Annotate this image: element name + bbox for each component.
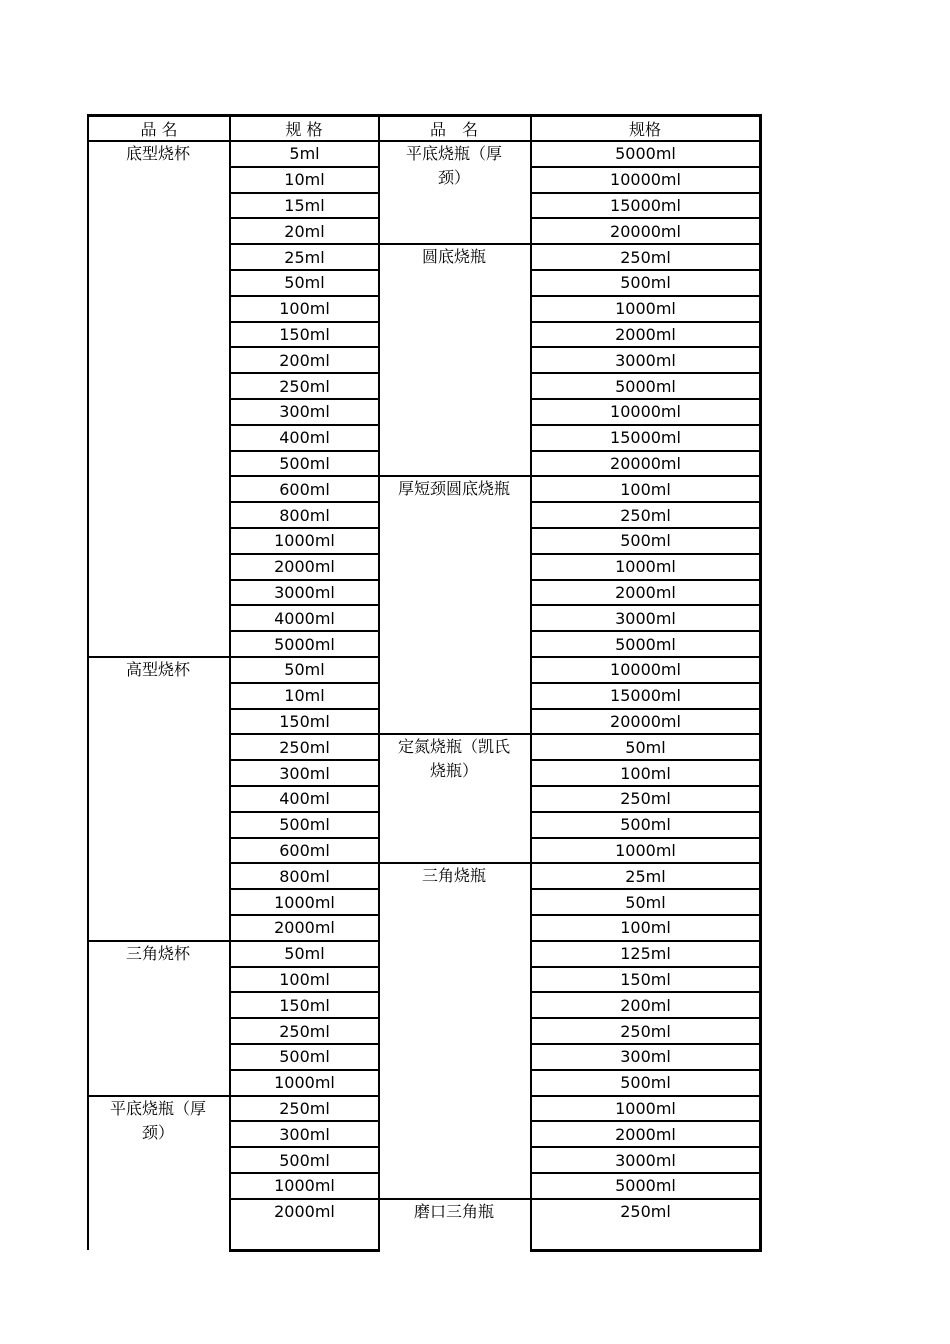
header-spec-2: 规格	[628, 119, 661, 139]
left-spec-cell: 5000ml	[274, 634, 335, 654]
right-spec-cell: 15000ml	[610, 195, 681, 215]
right-spec-cell: 100ml	[620, 479, 671, 499]
left-spec-cell: 150ml	[279, 711, 330, 731]
right-product-name: 三角烧瓶	[421, 866, 486, 886]
right-product-name: 颈）	[437, 168, 470, 187]
left-spec-cell: 500ml	[279, 1047, 330, 1067]
right-spec-cell: 500ml	[620, 531, 671, 551]
right-spec-cell: 200ml	[620, 995, 671, 1015]
left-spec-cell: 100ml	[279, 299, 330, 319]
right-spec-cell: 5000ml	[615, 1176, 676, 1196]
left-spec-cell: 500ml	[279, 815, 330, 835]
left-spec-cell: 400ml	[279, 789, 330, 809]
right-spec-cell: 125ml	[620, 944, 671, 964]
right-spec-cell: 500ml	[620, 815, 671, 835]
left-spec-cell: 15ml	[284, 195, 325, 215]
right-spec-cell: 1000ml	[615, 840, 676, 860]
right-spec-cell: 500ml	[620, 273, 671, 293]
left-spec-cell: 250ml	[279, 1021, 330, 1041]
left-spec-cell: 1000ml	[274, 892, 335, 912]
header-name-2: 品 名	[429, 119, 478, 139]
right-product-name: 圆底烧瓶	[421, 247, 486, 267]
left-spec-cell: 50ml	[284, 273, 325, 293]
left-spec-cell: 25ml	[284, 247, 325, 267]
left-spec-cell: 50ml	[284, 660, 325, 680]
right-spec-cell: 50ml	[625, 737, 666, 757]
left-spec-cell: 20ml	[284, 221, 325, 241]
right-spec-cell: 100ml	[620, 763, 671, 783]
left-spec-cell: 10ml	[284, 686, 325, 706]
right-spec-cell: 250ml	[620, 789, 671, 809]
left-spec-cell: 800ml	[279, 866, 330, 886]
left-spec-cell: 1000ml	[274, 1073, 335, 1093]
left-spec-cell: 1000ml	[274, 1176, 335, 1196]
right-spec-cell: 10000ml	[610, 170, 681, 190]
header-name-1: 品 名	[140, 119, 178, 139]
left-spec-cell: 200ml	[279, 350, 330, 370]
left-spec-cell: 2000ml	[274, 1202, 335, 1222]
right-spec-cell: 2000ml	[615, 582, 676, 602]
left-product-name: 底型烧杯	[125, 144, 190, 163]
table-top-border	[87, 114, 761, 117]
right-spec-cell: 3000ml	[615, 608, 676, 628]
right-spec-cell: 1000ml	[615, 1098, 676, 1118]
right-spec-cell: 5000ml	[615, 634, 676, 654]
left-spec-cell: 300ml	[279, 1124, 330, 1144]
left-spec-cell: 300ml	[279, 763, 330, 783]
left-spec-cell: 100ml	[279, 969, 330, 989]
right-spec-cell: 250ml	[620, 1202, 671, 1222]
left-spec-cell: 400ml	[279, 428, 330, 448]
left-spec-cell: 2000ml	[274, 557, 335, 577]
right-product-name: 平底烧瓶（厚	[405, 144, 502, 163]
left-spec-cell: 50ml	[284, 944, 325, 964]
right-spec-cell: 150ml	[620, 969, 671, 989]
right-spec-cell: 20000ml	[610, 711, 681, 731]
left-spec-cell: 500ml	[279, 453, 330, 473]
right-spec-cell: 2000ml	[615, 1124, 676, 1144]
right-spec-cell: 5000ml	[615, 376, 676, 396]
right-product-name: 磨口三角瓶	[413, 1201, 494, 1221]
right-product-name: 定氮烧瓶（凯氏	[397, 737, 510, 757]
left-product-name: 三角烧杯	[125, 943, 190, 963]
right-spec-cell: 10000ml	[610, 660, 681, 680]
right-spec-cell: 2000ml	[615, 324, 676, 344]
right-spec-bottom-border	[530, 1249, 762, 1252]
left-spec-cell: 4000ml	[274, 608, 335, 628]
right-spec-cell: 25ml	[625, 866, 666, 886]
right-spec-cell: 10000ml	[610, 402, 681, 422]
left-product-name: 颈）	[141, 1122, 174, 1142]
left-spec-cell: 150ml	[279, 324, 330, 344]
left-spec-cell: 5ml	[289, 144, 320, 164]
right-spec-cell: 250ml	[620, 247, 671, 267]
right-spec-cell: 5000ml	[615, 144, 676, 164]
left-spec-cell: 300ml	[279, 402, 330, 422]
right-spec-cell: 15000ml	[610, 686, 681, 706]
right-product-name: 厚短颈圆底烧瓶	[397, 479, 510, 499]
right-spec-cell: 250ml	[620, 1021, 671, 1041]
right-spec-cell: 250ml	[620, 505, 671, 525]
left-spec-cell: 10ml	[284, 170, 325, 190]
right-spec-cell: 20000ml	[610, 221, 681, 241]
right-spec-cell: 500ml	[620, 1073, 671, 1093]
left-spec-cell: 2000ml	[274, 918, 335, 938]
left-product-name: 平底烧瓶（厚	[109, 1098, 206, 1118]
left-spec-cell: 150ml	[279, 995, 330, 1015]
right-spec-cell: 300ml	[620, 1047, 671, 1067]
left-spec-cell: 1000ml	[274, 531, 335, 551]
left-spec-cell: 3000ml	[274, 582, 335, 602]
left-spec-cell: 250ml	[279, 737, 330, 757]
right-spec-cell: 1000ml	[615, 299, 676, 319]
col-border-left	[87, 114, 89, 1250]
left-spec-bottom-border	[229, 1249, 380, 1252]
left-spec-cell: 600ml	[279, 479, 330, 499]
left-spec-cell: 250ml	[279, 376, 330, 396]
right-spec-cell: 20000ml	[610, 453, 681, 473]
left-spec-cell: 250ml	[279, 1098, 330, 1118]
right-spec-cell: 1000ml	[615, 557, 676, 577]
right-spec-cell: 15000ml	[610, 428, 681, 448]
right-spec-cell: 3000ml	[615, 350, 676, 370]
left-spec-cell: 600ml	[279, 840, 330, 860]
right-spec-cell: 50ml	[625, 892, 666, 912]
right-product-name: 烧瓶）	[429, 761, 478, 781]
left-spec-cell: 800ml	[279, 505, 330, 525]
right-spec-cell: 3000ml	[615, 1150, 676, 1170]
left-spec-cell: 500ml	[279, 1150, 330, 1170]
header-spec-1: 规 格	[285, 119, 323, 139]
right-spec-cell: 100ml	[620, 918, 671, 938]
left-product-name: 高型烧杯	[125, 660, 190, 679]
